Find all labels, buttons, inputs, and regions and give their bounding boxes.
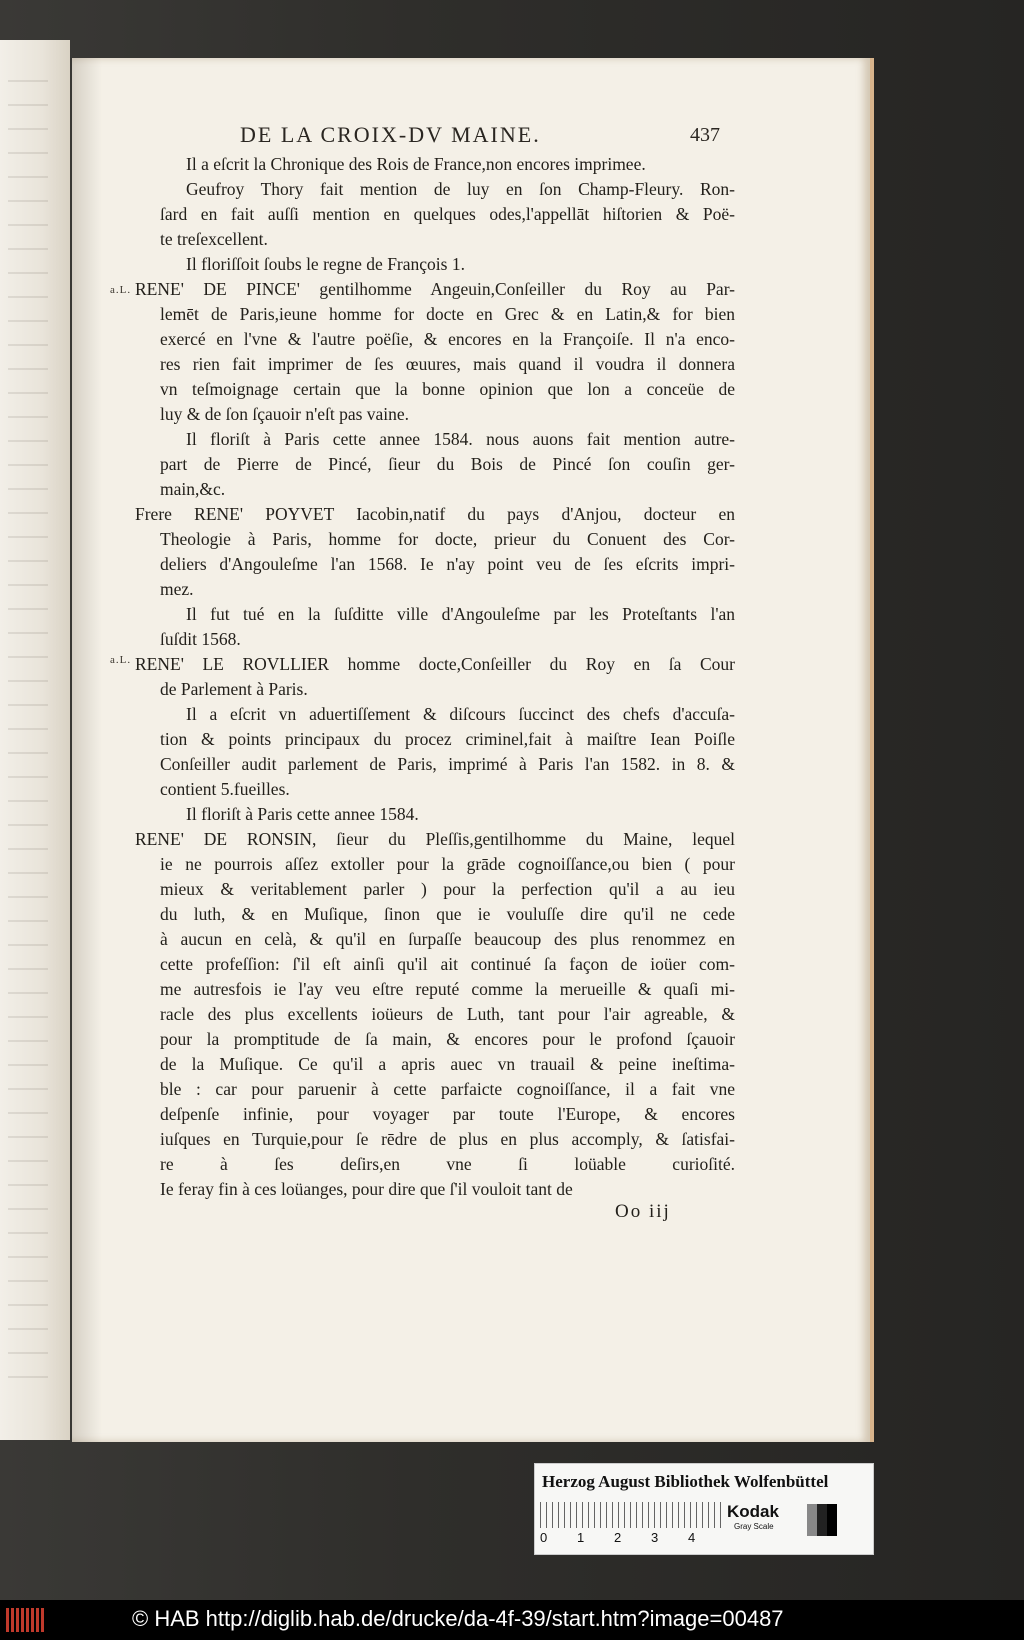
text-line: ſard en fait auſſi mention en quelques odes,l'appellāt hiſtorien & Poë- bbox=[160, 204, 735, 224]
text-line: RENE' LE ROVLLIER homme docte,Conſeiller du Roy en ſa Cour bbox=[135, 654, 735, 674]
text-line: Geufroy Thory fait mention de luy en ſon Champ-Fleury. Ron- bbox=[186, 179, 735, 199]
running-head: DE LA CROIX-DV MAINE. bbox=[240, 122, 541, 147]
text-line: racle des plus excellents ioüeurs de Luth, tant pour l'air agreable, & bbox=[160, 1004, 735, 1024]
text-line: res rien fait imprimer de ſes œuures, mais quand il voudra il donnera bbox=[160, 354, 735, 374]
text-line: vn teſmoignage certain que la bonne opinion que lon a conceüe de bbox=[160, 379, 735, 399]
text-line: de Parlement à Paris. bbox=[160, 679, 308, 699]
text-line: tion & points principaux du procez criminel,fait à maiſtre Iean Poiſle bbox=[160, 729, 735, 749]
text-line: Ie feray fin à ces loüanges, pour dire que ſ'il vouloit tant de bbox=[160, 1179, 573, 1199]
text-line: du luth, & en Muſique, ſinon que ie vouluſſe dire qu'il ne cede bbox=[160, 904, 735, 924]
text-line: de la Muſique. Ce qu'il a apris auec vn trauail & peine ineſtima- bbox=[160, 1054, 735, 1074]
footer-url[interactable]: © HAB http://diglib.hab.de/drucke/da-4f-39/start.htm?image=00487 bbox=[132, 1606, 784, 1631]
text-line: part de Pierre de Pincé, ſieur du Bois de Pincé ſon couſin ger- bbox=[160, 454, 735, 474]
text-line: te treſexcellent. bbox=[160, 229, 268, 249]
text-line: ſuſdit 1568. bbox=[160, 629, 241, 649]
text-line: Il floriſſoit ſoubs le regne de François 1. bbox=[186, 254, 465, 274]
text-line: Il fut tué en la ſuſditte ville d'Angouleſme par les Proteſtants l'an bbox=[186, 604, 735, 624]
text-line: Il floriſt à Paris cette annee 1584. bbox=[186, 804, 419, 824]
margin-mark: a.L. bbox=[110, 284, 132, 296]
scale-number: 3 bbox=[651, 1530, 659, 1545]
text-line: contient 5.fueilles. bbox=[160, 779, 290, 799]
margin-mark: a.L. bbox=[110, 654, 132, 666]
text-line: luy & de ſon ſçauoir n'eſt pas vaine. bbox=[160, 404, 410, 424]
text-line: cette profeſſion: ſ'il eſt ainſi qu'il ait continué ſa façon de ioüer com- bbox=[160, 954, 735, 974]
facing-page-edge bbox=[0, 40, 70, 1440]
text-line: Il a eſcrit la Chronique des Rois de France,non encores imprimee. bbox=[186, 154, 646, 174]
text-line: exercé en l'vne & l'autre poëſie, & encores en la Françoiſe. Il n'a enco- bbox=[160, 329, 735, 349]
scale-ruler bbox=[540, 1502, 724, 1528]
signature-mark: Oo iij bbox=[615, 1201, 671, 1222]
page-number: 437 bbox=[690, 124, 720, 146]
hab-logo-icon bbox=[6, 1608, 44, 1632]
scale-number: 2 bbox=[614, 1530, 622, 1545]
text-line: à aucun en celà, & qu'il en ſurpaſſe beaucoup des plus renommez en bbox=[160, 929, 735, 949]
text-line: main,&c. bbox=[160, 479, 226, 499]
text-line: Theologie à Paris, homme for docte, prieur du Conuent des Cor- bbox=[160, 529, 735, 549]
text-line: me autresfois ie l'ay veu eſtre reputé comme la merueille & quaſi mi- bbox=[160, 979, 735, 999]
kodak-logo: Kodak bbox=[727, 1502, 779, 1521]
scale-number: 0 bbox=[540, 1530, 548, 1545]
text-line: pour la promptitude de ſa main, & encores pour le profond ſçauoir bbox=[160, 1029, 735, 1049]
text-line: deliers d'Angouleſme l'an 1568. Ie n'ay point veu de ſes eſcrits impri- bbox=[160, 554, 735, 574]
text-line: lemēt de Paris,ieune homme for docte en Grec & en Latin,& for bien bbox=[160, 304, 735, 324]
text-line: ie ne pourrois aſſez extoller pour la grāde cognoiſſance,ou bien ( pour bbox=[160, 854, 735, 874]
text-line: mieux & veritablement parler ) pour la perfection qu'il a au ieu bbox=[160, 879, 735, 899]
text-line: RENE' DE PINCE' gentilhomme Angeuin,Conſeiller du Roy au Par- bbox=[135, 279, 735, 299]
gray-scale-label: Gray Scale bbox=[734, 1522, 774, 1531]
text-line: RENE' DE RONSIN, ſieur du Pleſſis,gentilhomme du Maine, lequel bbox=[135, 829, 735, 849]
scale-number: 1 bbox=[577, 1530, 585, 1545]
text-line: Frere RENE' POYVET Iacobin,natif du pays d'Anjou, docteur en bbox=[135, 504, 735, 524]
library-color-card bbox=[534, 1463, 874, 1555]
library-name: Herzog August Bibliothek Wolfenbüttel bbox=[542, 1472, 829, 1491]
text-line: ble : car pour paruenir à cette parfaicte cognoiſſance, il a fait vne bbox=[160, 1079, 735, 1099]
text-line: mez. bbox=[160, 579, 194, 599]
text-line: Conſeiller audit parlement de Paris, imprimé à Paris l'an 1582. in 8. & bbox=[160, 754, 735, 774]
text-line: deſpenſe infinie, pour voyager par toute l'Europe, & encores bbox=[160, 1104, 735, 1124]
footer-bar bbox=[0, 1600, 1024, 1640]
text-line: re à ſes deſirs,en vne ſi loüable curioſité. bbox=[160, 1154, 735, 1174]
gray-swatch bbox=[807, 1504, 837, 1536]
scale-number: 4 bbox=[688, 1530, 696, 1545]
text-line: Il a eſcrit vn aduertiſſement & diſcours ſuccinct des chefs d'accuſa- bbox=[186, 704, 735, 724]
text-line: Il floriſt à Paris cette annee 1584. nous auons fait mention autre- bbox=[186, 429, 735, 449]
text-line: iuſques en Turquie,pour ſe rēdre de plus en plus accomply, & ſatisfai- bbox=[160, 1129, 735, 1149]
scale-numbers bbox=[540, 1530, 740, 1545]
